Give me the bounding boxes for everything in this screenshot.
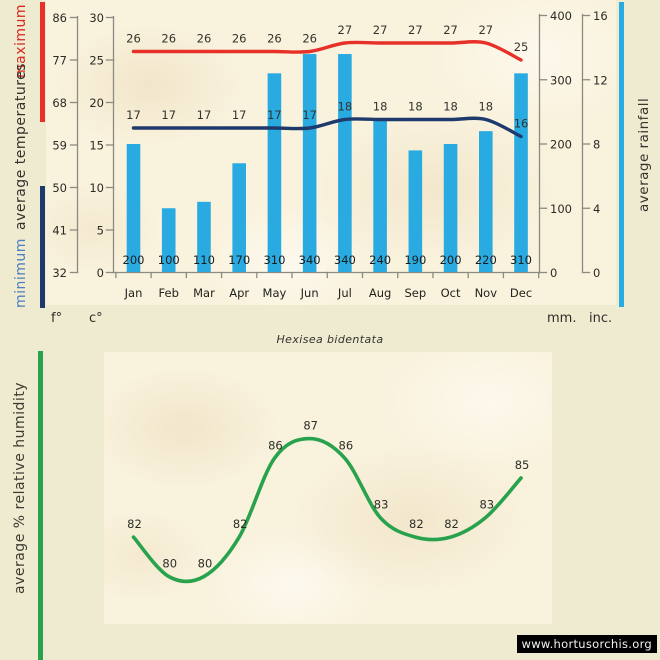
max-temp-value-label: 26 bbox=[196, 31, 212, 46]
rainfall-value-label: 100 bbox=[157, 253, 180, 267]
min-temp-value-label: 18 bbox=[443, 99, 458, 114]
inch-tick-label: 8 bbox=[593, 137, 601, 152]
inch-tick-label: 0 bbox=[593, 266, 601, 280]
humidity-axis-label: average % relative humidity bbox=[12, 381, 28, 594]
average-rainfall-axis-label: average rainfall bbox=[636, 97, 652, 212]
rainfall-value-label: 240 bbox=[369, 253, 392, 267]
maximum-axis-label: maximum bbox=[13, 3, 29, 78]
humidity-value-label: 82 bbox=[127, 517, 142, 532]
rainfall-value-label: 110 bbox=[192, 253, 215, 267]
fahrenheit-tick-label: 68 bbox=[52, 96, 67, 110]
inch-unit-label: inc. bbox=[589, 311, 613, 326]
rain-bar bbox=[268, 73, 282, 272]
fahrenheit-tick-label: 86 bbox=[52, 11, 67, 25]
humidity-value-label: 83 bbox=[373, 497, 389, 512]
max-temp-value-label: 27 bbox=[478, 23, 494, 37]
fahrenheit-tick-label: 41 bbox=[52, 223, 67, 238]
humidity-value-label: 87 bbox=[303, 418, 318, 433]
mm-tick-label: 200 bbox=[550, 137, 572, 152]
max-temp-value-label: 26 bbox=[161, 31, 177, 46]
minimum-axis-label: minimum bbox=[13, 238, 29, 308]
mm-tick-label: 300 bbox=[550, 73, 572, 88]
celsius-tick-label: 25 bbox=[89, 53, 104, 68]
max-temp-value-label: 26 bbox=[231, 31, 247, 46]
rain-bar bbox=[303, 54, 317, 272]
month-label: Aug bbox=[368, 286, 392, 300]
humidity-value-label: 80 bbox=[197, 556, 213, 571]
inch-tick-label: 16 bbox=[593, 9, 608, 23]
min-temp-value-label: 17 bbox=[196, 108, 212, 122]
rainfall-value-label: 310 bbox=[510, 253, 533, 267]
min-temp-value-label: 18 bbox=[337, 99, 353, 114]
max-temp-value-label: 26 bbox=[302, 31, 317, 46]
celsius-tick-label: 30 bbox=[89, 11, 104, 25]
celsius-tick-label: 5 bbox=[96, 223, 104, 238]
min-temp-value-label: 18 bbox=[478, 99, 494, 114]
rainfall-value-label: 200 bbox=[439, 253, 462, 267]
month-label: Feb bbox=[158, 286, 179, 300]
month-label: Jan bbox=[124, 286, 143, 300]
inch-tick-label: 4 bbox=[593, 201, 601, 216]
humidity-line bbox=[134, 439, 522, 582]
max-temp-value-label: 27 bbox=[372, 23, 388, 37]
month-label: Jul bbox=[337, 286, 352, 300]
fahrenheit-unit-label: f° bbox=[51, 311, 63, 326]
rainfall-value-label: 340 bbox=[298, 253, 321, 267]
max-temp-value-label: 27 bbox=[408, 23, 423, 37]
min-temp-value-label: 17 bbox=[161, 108, 177, 122]
rainfall-value-label: 340 bbox=[333, 253, 356, 267]
humidity-value-label: 82 bbox=[444, 517, 459, 532]
min-temp-value-label: 17 bbox=[231, 108, 247, 122]
inch-tick-label: 12 bbox=[593, 73, 608, 88]
humidity-value-label: 86 bbox=[338, 438, 354, 453]
celsius-tick-label: 0 bbox=[96, 266, 104, 280]
humidity-value-label: 86 bbox=[268, 438, 283, 453]
humidity-value-label: 85 bbox=[514, 458, 530, 472]
month-label: Apr bbox=[229, 286, 250, 300]
mm-tick-label: 0 bbox=[550, 266, 558, 280]
month-label: May bbox=[262, 286, 287, 300]
rainfall-value-label: 310 bbox=[263, 253, 286, 267]
fahrenheit-tick-label: 59 bbox=[52, 138, 67, 153]
humidity-value-label: 80 bbox=[162, 556, 178, 571]
month-label: Nov bbox=[474, 286, 498, 300]
max-temp-value-label: 25 bbox=[513, 40, 529, 54]
humidity-value-label: 82 bbox=[232, 517, 248, 532]
month-label: Sep bbox=[404, 286, 427, 300]
celsius-tick-label: 20 bbox=[89, 96, 104, 110]
celsius-tick-label: 15 bbox=[89, 138, 104, 153]
mm-tick-label: 400 bbox=[550, 9, 572, 23]
millimeter-unit-label: mm. bbox=[547, 311, 577, 326]
month-label: Dec bbox=[509, 286, 533, 300]
min-temp-value-label: 17 bbox=[126, 108, 141, 122]
celsius-tick-label: 10 bbox=[89, 181, 104, 195]
rain-bar bbox=[479, 131, 493, 272]
mm-tick-label: 100 bbox=[550, 201, 572, 216]
fahrenheit-tick-label: 50 bbox=[52, 181, 67, 195]
min-temp-value-label: 17 bbox=[267, 108, 282, 122]
fahrenheit-tick-label: 32 bbox=[52, 266, 67, 280]
min-temp-value-label: 18 bbox=[408, 99, 423, 114]
min-temp-value-label: 16 bbox=[513, 116, 529, 131]
rainfall-value-label: 220 bbox=[474, 253, 497, 267]
rainfall-value-label: 170 bbox=[228, 253, 251, 267]
min-temperature-line bbox=[134, 118, 522, 136]
humidity-labels-group bbox=[127, 419, 529, 571]
max-temp-value-label: 27 bbox=[337, 23, 353, 37]
max-temp-value-label: 26 bbox=[267, 31, 282, 46]
rain-bar bbox=[373, 118, 387, 272]
max-temperature-line bbox=[134, 42, 522, 60]
species-title: Hexisea bidentata bbox=[276, 333, 384, 346]
rain-bar bbox=[514, 73, 528, 272]
min-temp-value-label: 17 bbox=[302, 108, 317, 122]
month-label: Mar bbox=[193, 286, 215, 300]
month-label: Oct bbox=[440, 286, 461, 300]
average-temperatures-axis-label: average temperatures bbox=[13, 62, 29, 230]
website-link[interactable]: www.hortusorchis.org bbox=[517, 635, 657, 653]
fahrenheit-tick-label: 77 bbox=[52, 53, 67, 68]
rainfall-value-label: 190 bbox=[404, 253, 427, 267]
humidity-value-label: 82 bbox=[409, 517, 424, 532]
min-temp-value-label: 18 bbox=[372, 99, 388, 114]
rainfall-bars-group bbox=[127, 54, 528, 272]
max-temp-value-label: 26 bbox=[126, 31, 141, 46]
humidity-value-label: 83 bbox=[479, 497, 495, 512]
month-label: Jun bbox=[300, 286, 319, 300]
rainfall-value-label: 200 bbox=[122, 253, 145, 267]
celsius-unit-label: c° bbox=[89, 311, 103, 326]
max-temp-value-label: 27 bbox=[443, 23, 458, 37]
top-chart-labels-group bbox=[123, 23, 533, 300]
rain-bar bbox=[338, 54, 352, 272]
